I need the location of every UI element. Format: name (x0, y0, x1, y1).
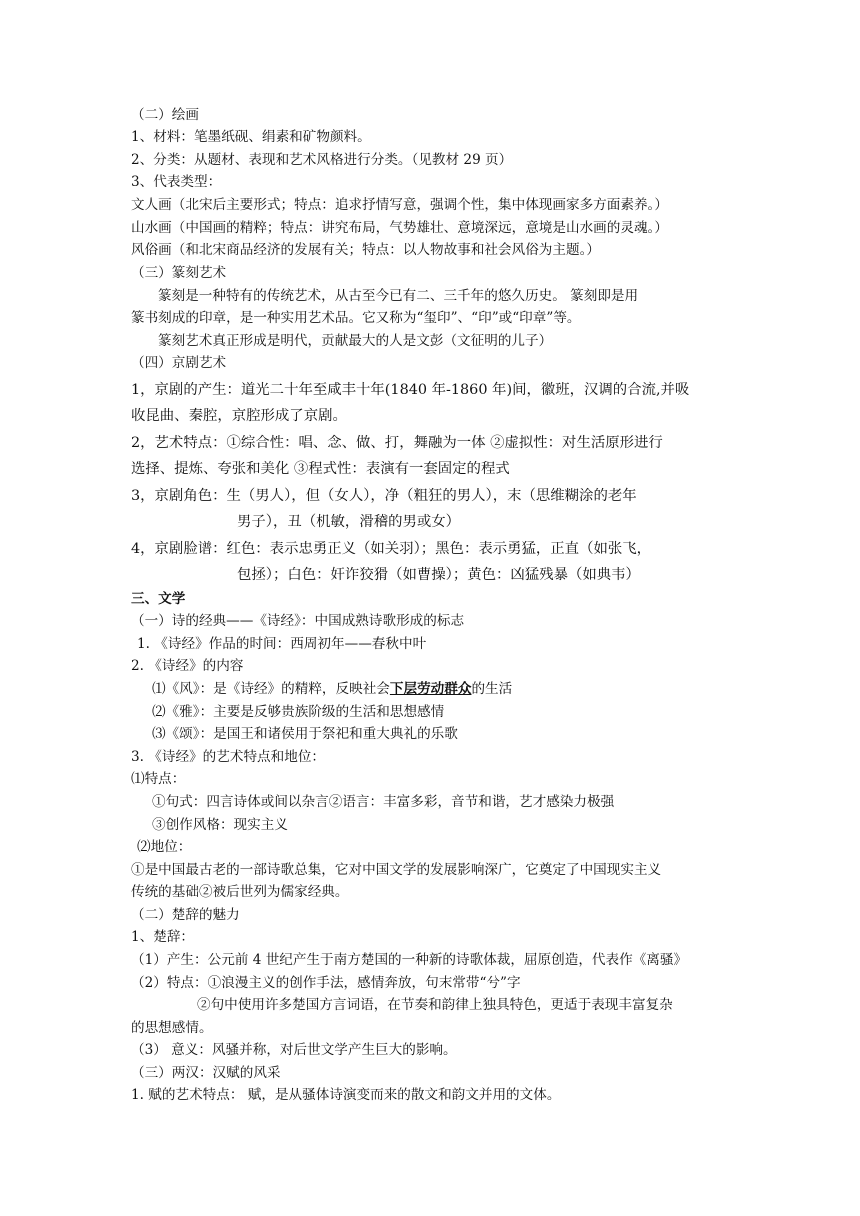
text-line: ①是中国最古老的一部诗歌总集，它对中国文学的发展影响深广，它奠定了中国现实主义 (131, 862, 662, 878)
text-span: 的生活 (471, 681, 513, 697)
text-line: 3，京剧角色：生（男人），但（女人），净（粗狂的男人），末（思维糊涂的老年 (131, 488, 637, 504)
text-line: 选择、提炼、夸张和美化 ③程式性：表演有一套固定的程式 (131, 461, 510, 477)
text-line: ②句中使用许多楚国方言词语，在节奏和韵律上独具特色，更适于表现丰富复杂 (197, 997, 673, 1013)
text-line: 1. 《诗经》作品的时间：西周初年——春秋中叶 (137, 636, 427, 652)
text-span: ⑴《风》：是《诗经》的精粹，反映社会 (152, 681, 390, 697)
section-heading-peking-opera: （四）京剧艺术 (131, 355, 227, 371)
text-line: 男子），丑（机敏，滑稽的男或女） (237, 514, 461, 530)
underlined-emphasis: 下层劳动群众 (389, 681, 472, 697)
text-line: ③创作风格：现实主义 (152, 817, 288, 833)
text-line: 山水画（中国画的精粹；特点：讲究布局，气势雄壮、意境深远，意境是山水画的灵魂。） (131, 220, 668, 236)
text-line: 3. 《诗经》的艺术特点和地位： (131, 749, 326, 765)
section-heading-seal-carving: （三）篆刻艺术 (131, 265, 227, 281)
text-line: 1，京剧的产生：道光二十年至咸丰十年(1840 年-1860 年)间，徽班，汉调的合流,并吸 (131, 382, 690, 398)
text-line: 3、代表类型： (131, 174, 222, 190)
section-heading-painting: （二）绘画 (131, 107, 199, 123)
text-line (152, 679, 512, 699)
text-line: （1）产生：公元前 4 世纪产生于南方楚国的一种新的诗歌体裁，屈原创造，代表作《离骚》 (131, 952, 688, 968)
text-line: 篆刻是一种特有的传统艺术，从古至今已有二、三千年的悠久历史。 篆刻即是用 (158, 288, 639, 304)
section-heading-book-of-songs: （一）诗的经典——《诗经》：中国成熟诗歌形成的标志 (131, 613, 465, 629)
text-line: 1、楚辞： (131, 929, 195, 945)
section-heading-chu-ci: （二）楚辞的魅力 (131, 907, 240, 923)
text-line: ⑵《雅》：主要是反够贵族阶级的生活和思想感情 (152, 704, 445, 720)
text-line: 1、材料：笔墨纸砚、绢素和矿物颜料。 (131, 129, 371, 145)
text-line: （2）特点：①浪漫主义的创作手法，感情奔放，句末常带“兮”字 (131, 975, 521, 991)
text-line: 4，京剧脸谱：红色：表示忠勇正义（如关羽）；黑色：表示勇猛，正直（如张飞， (131, 541, 652, 557)
text-line: 收昆曲、秦腔，京腔形成了京剧。 (131, 408, 347, 424)
text-line: 2，艺术特点：①综合性：唱、念、做、打，舞融为一体 ②虚拟性：对生活原形进行 (131, 435, 663, 451)
text-line: 1. 赋的艺术特点： 赋，是从骚体诗演变而来的散文和韵文并用的文体。 (131, 1087, 561, 1103)
text-line: 风俗画（和北宋商品经济的发展有关；特点：以人物故事和社会风俗为主题。） (131, 242, 600, 258)
text-line: （3） 意义：风骚并称，对后世文学产生巨大的影响。 (131, 1042, 457, 1058)
chapter-heading-literature: 三、文学 (131, 591, 186, 607)
text-line: 文人画（北宋后主要形式；特点：追求抒情写意，强调个性，集中体现画家多方面素养。） (131, 197, 668, 213)
text-line: ⑶《颂》：是国王和诸侯用于祭祀和重大典礼的乐歌 (152, 726, 458, 742)
text-line: 包拯）；白色：奸诈狡猾（如曹操）；黄色：凶猛残暴（如典韦） (237, 567, 640, 583)
text-line: ⑵地位： (137, 839, 192, 855)
text-line: 的思想感情。 (131, 1020, 213, 1036)
text-line: 2、分类：从题材、表现和艺术风格进行分类。（见教材 29 页） (131, 152, 513, 168)
text-line: 篆刻艺术真正形成是明代，贡献最大的人是文彭（文征明的儿子） (158, 333, 553, 349)
text-line: ⑴特点： (131, 771, 186, 787)
section-heading-han-fu: （三）两汉：汉赋的风采 (131, 1065, 281, 1081)
text-line: 2. 《诗经》的内容 (131, 658, 244, 674)
text-line: 传统的基础②被后世列为儒家经典。 (131, 884, 349, 900)
text-line: 篆书刻成的印章，是一种实用艺术品。它又称为“玺印”、“印”或“印章”等。 (131, 310, 581, 326)
text-line: ①句式：四言诗体或间以杂言②语言：丰富多彩，音节和谐，艺才感染力极强 (152, 794, 615, 810)
